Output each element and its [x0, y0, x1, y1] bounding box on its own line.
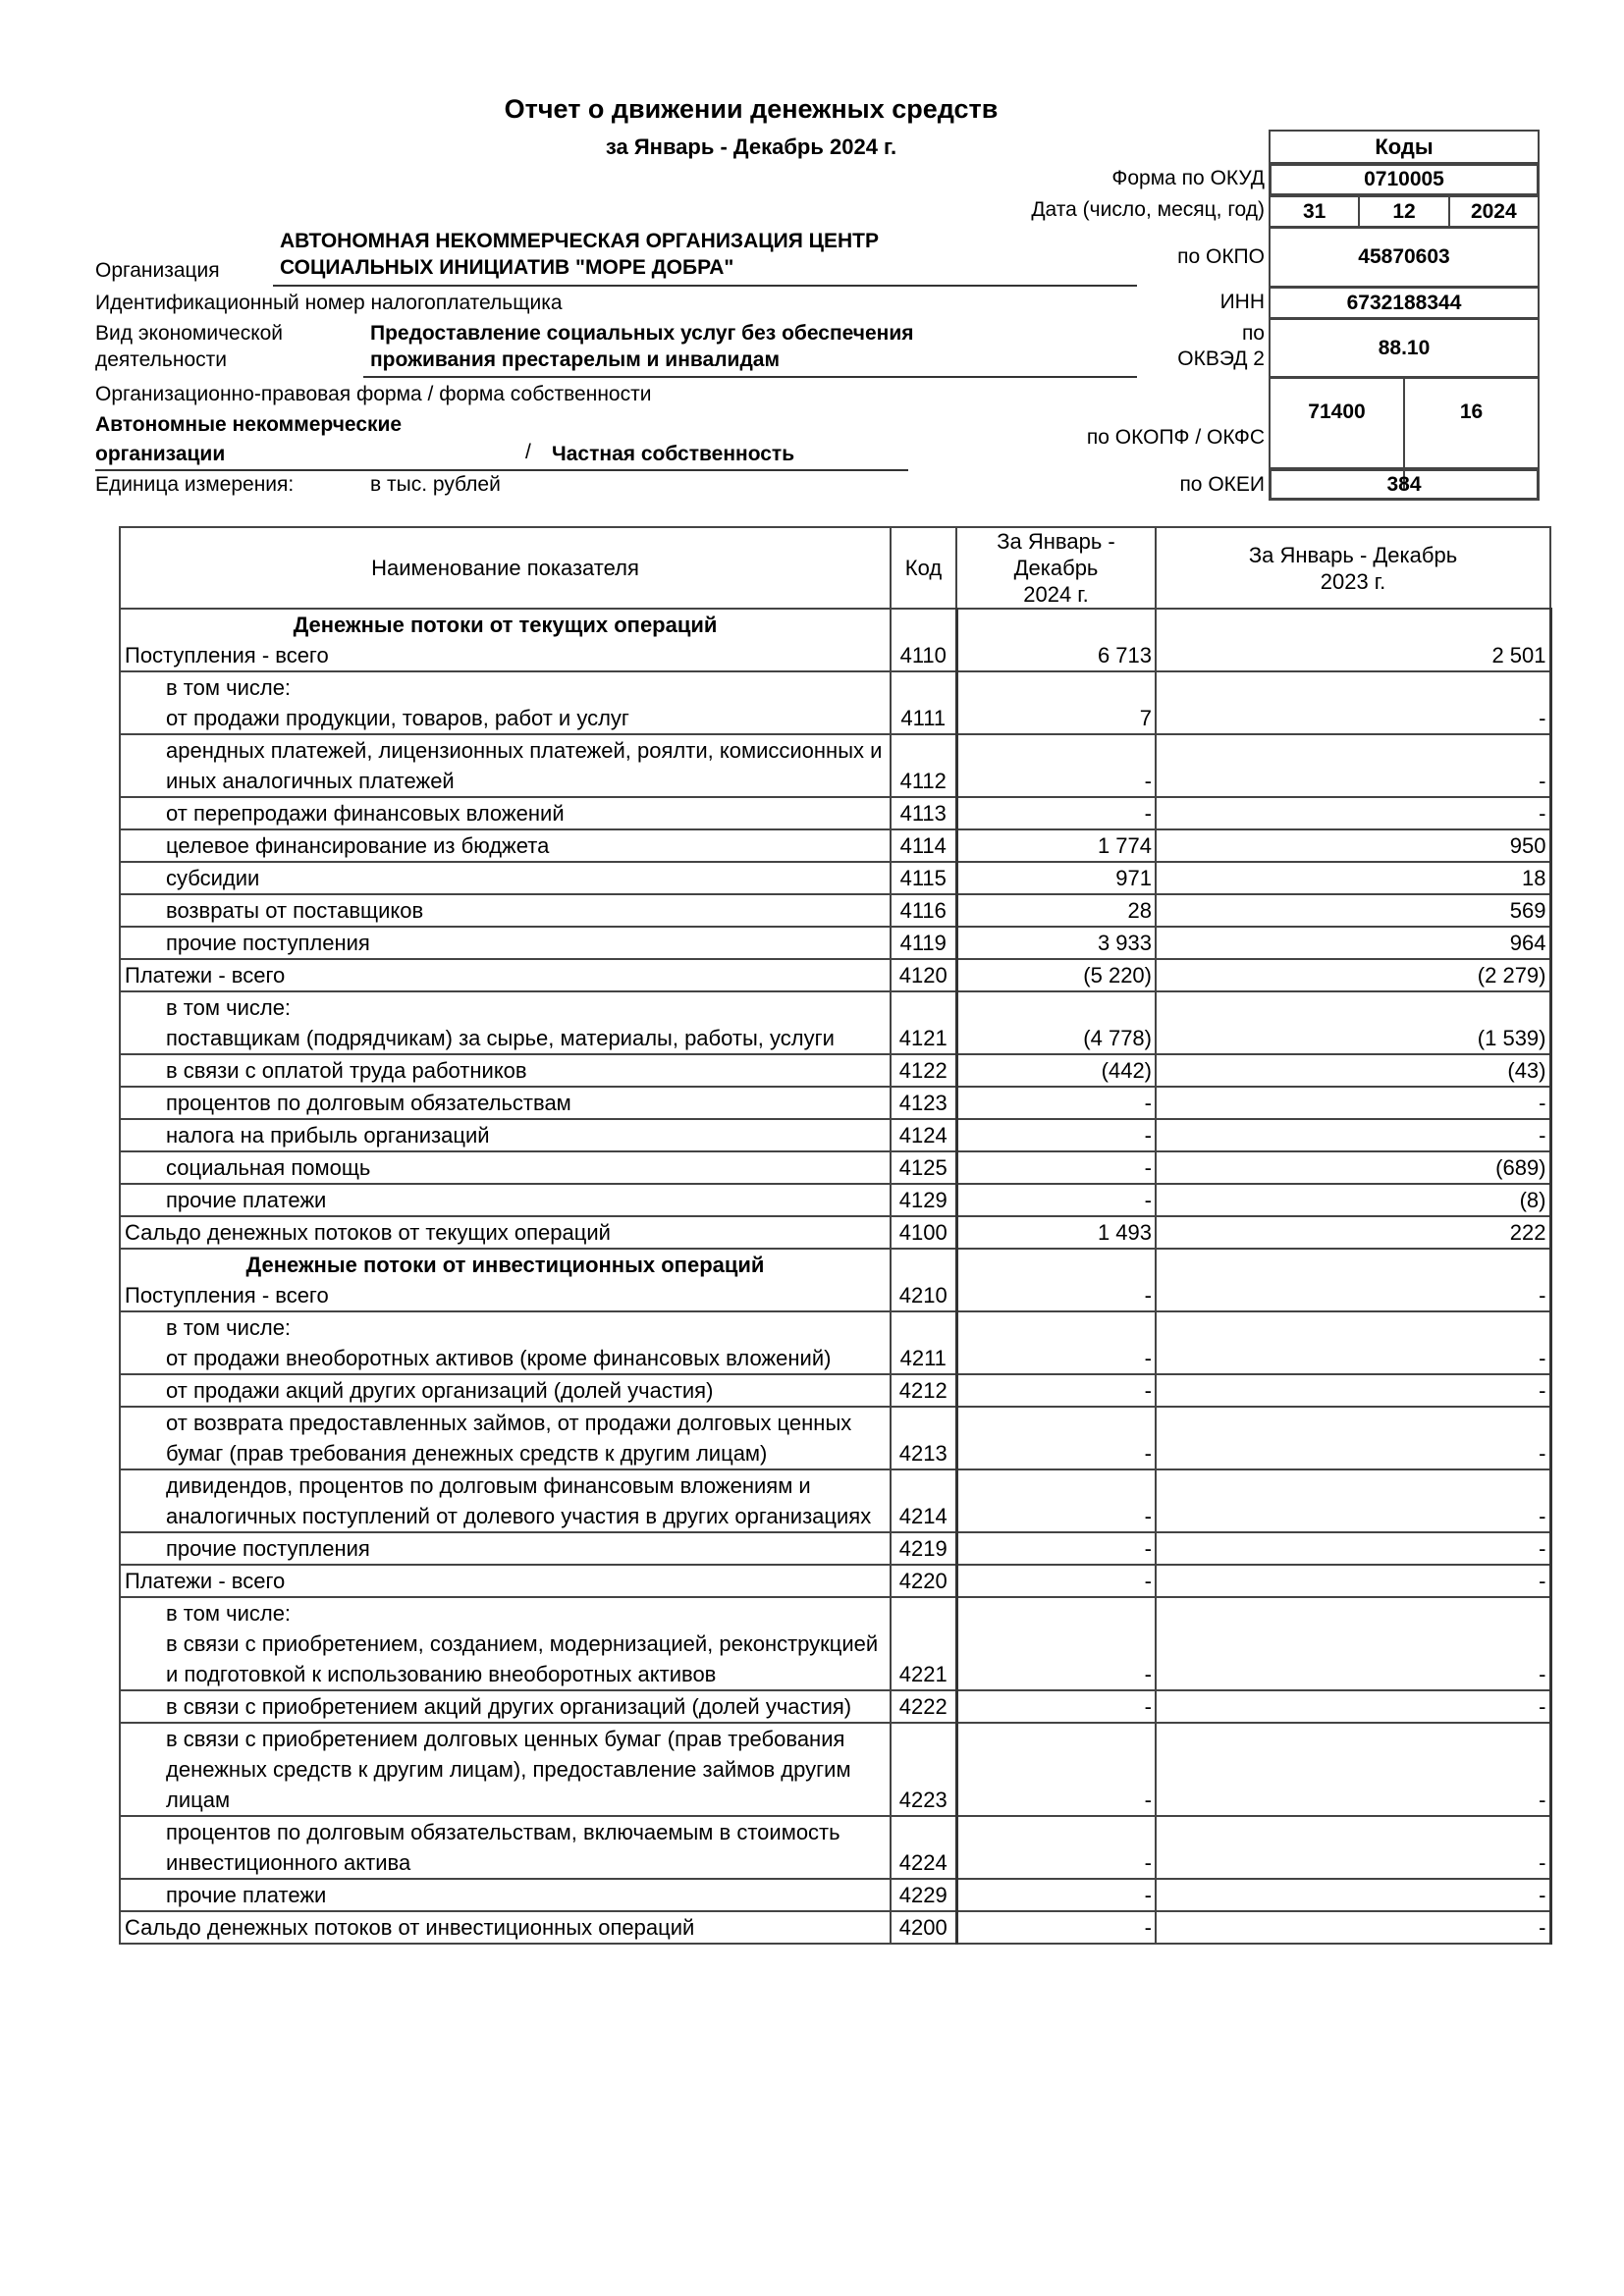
- table-row: [120, 1216, 1550, 1249]
- table-row: [120, 1879, 1550, 1911]
- row-name: [120, 1597, 891, 1690]
- row-value-2024: -: [956, 1151, 1156, 1184]
- header-name: Наименование показателя: [120, 527, 891, 609]
- table-row: [120, 991, 1550, 1054]
- row-value-2023: -: [1156, 1565, 1550, 1597]
- date-values: [1269, 195, 1540, 228]
- table-header-row: [120, 527, 1550, 609]
- row-value-2024: -: [956, 1879, 1156, 1911]
- row-code: 4120: [891, 959, 956, 991]
- row-label: от возврата предоставленных займов, от продажи долговых ценных бумаг (прав требования денежных средств к другим лицам): [166, 1411, 852, 1466]
- row-code: 4210: [891, 1249, 956, 1311]
- okfs-value: 16: [1403, 379, 1538, 489]
- taxpayer-id-label: Идентификационный номер налогоплательщика: [95, 292, 563, 314]
- unit-label: Единица измерения:: [95, 473, 295, 496]
- row-value-2024: 28: [956, 894, 1156, 927]
- row-label: прочие поступления: [166, 1536, 370, 1561]
- ownership-value: Частная собственность: [552, 443, 795, 465]
- inn-code-label: ИНН: [1219, 291, 1265, 313]
- row-value-2023: -: [1156, 1723, 1550, 1816]
- activity-value-1: Предоставление социальных услуг без обеспечения: [370, 322, 914, 345]
- row-name: [120, 1249, 891, 1311]
- date-day: 31: [1302, 199, 1326, 223]
- row-label: возвраты от поставщиков: [166, 898, 424, 923]
- table-row: [120, 1151, 1550, 1184]
- row-value-2024: 7: [956, 671, 1156, 734]
- activity-underline: [363, 376, 1137, 378]
- report-title: Отчет о движении денежных средств: [504, 94, 999, 124]
- row-name: [120, 671, 891, 734]
- row-value-2024: 3 933: [956, 927, 1156, 959]
- row-value-2024: -: [956, 1597, 1156, 1690]
- row-label: процентов по долговым обязательствам, включаемым в стоимость инвестиционного актива: [166, 1820, 840, 1875]
- row-value-2023: 2 501: [1156, 609, 1550, 671]
- row-value-2023: (2 279): [1156, 959, 1550, 991]
- header-code: Код: [891, 527, 956, 609]
- row-prefix: в том числе:: [166, 1601, 292, 1626]
- row-value-2024: 1 774: [956, 829, 1156, 862]
- row-code: 4100: [891, 1216, 956, 1249]
- table-row: [120, 1407, 1550, 1469]
- header-2023: [1156, 527, 1550, 609]
- row-name: [120, 1532, 891, 1565]
- row-value-2023: -: [1156, 1911, 1550, 1944]
- row-value-2024: (442): [956, 1054, 1156, 1087]
- activity-label-1: Вид экономической: [95, 322, 284, 345]
- row-value-2023: (43): [1156, 1054, 1550, 1087]
- legal-form-slash: /: [525, 441, 531, 463]
- cash-flow-table: [119, 526, 1552, 1945]
- table-row: [120, 1054, 1550, 1087]
- row-code: 4213: [891, 1407, 956, 1469]
- row-value-2024: -: [956, 1723, 1156, 1816]
- row-value-2023: -: [1156, 1690, 1550, 1723]
- header-2024-line2: 2024 г.: [1023, 582, 1089, 607]
- header-2024: [956, 527, 1156, 609]
- row-value-2023: 222: [1156, 1216, 1550, 1249]
- row-name: [120, 1216, 891, 1249]
- okpo-label: по ОКПО: [1177, 245, 1265, 268]
- org-label: Организация: [95, 259, 220, 282]
- row-name: [120, 1374, 891, 1407]
- okved-label-1: по: [1241, 322, 1265, 345]
- row-name: [120, 609, 891, 671]
- okved-label-2: ОКВЭД 2: [1177, 347, 1265, 370]
- row-value-2023: -: [1156, 734, 1550, 797]
- row-name: [120, 1690, 891, 1723]
- table-row: [120, 1532, 1550, 1565]
- row-value-2023: -: [1156, 671, 1550, 734]
- row-label: Поступления - всего: [125, 1283, 329, 1308]
- row-value-2024: -: [956, 1911, 1156, 1944]
- okud-value: 0710005: [1269, 163, 1540, 196]
- row-value-2024: -: [956, 1469, 1156, 1532]
- row-value-2023: -: [1156, 1374, 1550, 1407]
- row-label: субсидии: [166, 866, 260, 890]
- row-label: от перепродажи финансовых вложений: [166, 801, 565, 826]
- legal-form-line1: Автономные некоммерческие: [95, 413, 403, 436]
- row-name: [120, 927, 891, 959]
- table-row: [120, 734, 1550, 797]
- row-value-2023: -: [1156, 1469, 1550, 1532]
- row-value-2023: 18: [1156, 862, 1550, 894]
- row-name: [120, 894, 891, 927]
- legal-form-label: Организационно-правовая форма / форма собственности: [95, 383, 652, 405]
- row-code: 4229: [891, 1879, 956, 1911]
- row-prefix: в том числе:: [166, 675, 292, 700]
- row-code: 4121: [891, 991, 956, 1054]
- row-name: [120, 1311, 891, 1374]
- row-prefix: в том числе:: [166, 1315, 292, 1340]
- row-name: [120, 734, 891, 797]
- row-label: арендных платежей, лицензионных платежей, роялти, комиссионных и иных аналогичных платежей: [166, 738, 883, 793]
- row-value-2023: -: [1156, 1597, 1550, 1690]
- date-year: 2024: [1448, 197, 1538, 226]
- row-label: в связи с приобретением акций других организаций (долей участия): [166, 1694, 852, 1719]
- row-value-2024: 1 493: [956, 1216, 1156, 1249]
- org-name-line1: АВТОНОМНАЯ НЕКОММЕРЧЕСКАЯ ОРГАНИЗАЦИЯ ЦЕНТР: [280, 230, 879, 252]
- row-name: [120, 829, 891, 862]
- row-value-2024: -: [956, 1407, 1156, 1469]
- row-value-2023: -: [1156, 1407, 1550, 1469]
- row-code: 4123: [891, 1087, 956, 1119]
- row-value-2023: 964: [1156, 927, 1550, 959]
- row-code: 4211: [891, 1311, 956, 1374]
- header-2023-line2: 2023 г.: [1320, 568, 1386, 594]
- table-row: [120, 797, 1550, 829]
- row-code: 4223: [891, 1723, 956, 1816]
- row-code: 4116: [891, 894, 956, 927]
- row-value-2024: 6 713: [956, 609, 1156, 671]
- row-name: [120, 1469, 891, 1532]
- row-value-2024: -: [956, 1532, 1156, 1565]
- activity-value-2: проживания престарелым и инвалидам: [370, 348, 781, 371]
- row-code: 4115: [891, 862, 956, 894]
- row-code: 4122: [891, 1054, 956, 1087]
- row-value-2023: 950: [1156, 829, 1550, 862]
- row-value-2024: -: [956, 1184, 1156, 1216]
- section-title: Денежные потоки от текущих операций: [293, 613, 718, 637]
- row-label: в связи с приобретением, созданием, модернизацией, реконструкцией и подготовкой к использованию внеоборотных активов: [166, 1631, 879, 1686]
- table-row: [120, 1184, 1550, 1216]
- row-value-2024: -: [956, 1374, 1156, 1407]
- row-name: [120, 862, 891, 894]
- row-value-2023: -: [1156, 1879, 1550, 1911]
- table-row: [120, 862, 1550, 894]
- row-value-2024: -: [956, 1119, 1156, 1151]
- activity-label-2: деятельности: [95, 348, 227, 371]
- inn-value: 6732188344: [1269, 287, 1540, 319]
- row-label: от продажи акций других организаций (долей участия): [166, 1378, 714, 1403]
- row-label: от продажи внеоборотных активов (кроме финансовых вложений): [166, 1346, 832, 1370]
- okei-value: 384: [1269, 468, 1540, 501]
- codes-header: Коды: [1269, 130, 1540, 164]
- row-name: [120, 1087, 891, 1119]
- row-label: прочие платежи: [166, 1188, 327, 1212]
- table-body: [120, 609, 1550, 1944]
- row-code: 4222: [891, 1690, 956, 1723]
- legal-form-underline: [95, 469, 908, 471]
- row-value-2024: -: [956, 1816, 1156, 1879]
- okud-label: Форма по ОКУД: [1111, 167, 1265, 189]
- row-label: в связи с приобретением долговых ценных бумаг (прав требования денежных средств к другим лицам), предоставление займов другим лицам: [166, 1727, 851, 1812]
- date-month: 12: [1358, 197, 1447, 226]
- table-row: [120, 1119, 1550, 1151]
- row-value-2023: -: [1156, 797, 1550, 829]
- row-label: Платежи - всего: [125, 963, 286, 988]
- date-label: Дата (число, месяц, год): [1031, 198, 1265, 221]
- table-row: [120, 1816, 1550, 1879]
- row-code: 4119: [891, 927, 956, 959]
- row-code: 4129: [891, 1184, 956, 1216]
- row-prefix: в том числе:: [166, 995, 292, 1020]
- row-value-2023: -: [1156, 1119, 1550, 1151]
- row-code: 4111: [891, 671, 956, 734]
- row-name: [120, 959, 891, 991]
- table-row: [120, 1690, 1550, 1723]
- table-row: [120, 609, 1550, 671]
- row-code: 4113: [891, 797, 956, 829]
- row-label: Поступления - всего: [125, 643, 329, 667]
- row-value-2024: -: [956, 1249, 1156, 1311]
- row-code: 4110: [891, 609, 956, 671]
- row-code: 4114: [891, 829, 956, 862]
- table-row: [120, 1374, 1550, 1407]
- org-name-underline: [273, 285, 1137, 287]
- table-row: [120, 1311, 1550, 1374]
- row-value-2023: -: [1156, 1311, 1550, 1374]
- table-row: [120, 1469, 1550, 1532]
- okved-value: 88.10: [1269, 318, 1540, 378]
- table-row: [120, 1087, 1550, 1119]
- row-label: налога на прибыль организаций: [166, 1123, 490, 1148]
- unit-value: в тыс. рублей: [370, 473, 501, 496]
- row-name: [120, 797, 891, 829]
- row-code: 4224: [891, 1816, 956, 1879]
- table-row: [120, 829, 1550, 862]
- okopf-label: по ОКОПФ / ОКФС: [1086, 426, 1265, 449]
- row-value-2023: -: [1156, 1087, 1550, 1119]
- row-value-2024: (5 220): [956, 959, 1156, 991]
- row-value-2024: -: [956, 797, 1156, 829]
- header-2024-line1: За Январь - Декабрь: [997, 529, 1115, 580]
- okopf-okfs-values: [1269, 377, 1540, 469]
- row-name: [120, 1184, 891, 1216]
- row-value-2023: 569: [1156, 894, 1550, 927]
- row-code: 4125: [891, 1151, 956, 1184]
- row-label: прочие поступления: [166, 931, 370, 955]
- table-row: [120, 894, 1550, 927]
- row-value-2024: -: [956, 734, 1156, 797]
- table-row: [120, 1911, 1550, 1944]
- row-value-2024: (4 778): [956, 991, 1156, 1054]
- row-value-2024: 971: [956, 862, 1156, 894]
- row-code: 4124: [891, 1119, 956, 1151]
- header-2023-line1: За Январь - Декабрь: [1248, 542, 1458, 567]
- row-name: [120, 1911, 891, 1944]
- row-value-2023: (8): [1156, 1184, 1550, 1216]
- row-code: 4220: [891, 1565, 956, 1597]
- row-value-2024: -: [956, 1565, 1156, 1597]
- row-name: [120, 1054, 891, 1087]
- row-label: социальная помощь: [166, 1155, 371, 1180]
- section-title: Денежные потоки от инвестиционных операций: [245, 1253, 765, 1277]
- row-value-2024: -: [956, 1690, 1156, 1723]
- table-row: [120, 1597, 1550, 1690]
- row-code: 4112: [891, 734, 956, 797]
- row-label: целевое финансирование из бюджета: [166, 833, 550, 858]
- row-value-2023: (1 539): [1156, 991, 1550, 1054]
- row-value-2023: -: [1156, 1249, 1550, 1311]
- row-code: 4221: [891, 1597, 956, 1690]
- row-code: 4212: [891, 1374, 956, 1407]
- row-label: Сальдо денежных потоков от инвестиционных операций: [125, 1915, 695, 1940]
- report-period: за Январь - Декабрь 2024 г.: [605, 134, 897, 159]
- table-row: [120, 959, 1550, 991]
- okopf-value: 71400: [1308, 400, 1366, 423]
- row-name: [120, 1151, 891, 1184]
- okpo-value: 45870603: [1269, 227, 1540, 288]
- row-name: [120, 1879, 891, 1911]
- row-name: [120, 991, 891, 1054]
- row-label: процентов по долговым обязательствам: [166, 1091, 571, 1115]
- row-value-2023: (689): [1156, 1151, 1550, 1184]
- table-row: [120, 671, 1550, 734]
- row-value-2023: -: [1156, 1532, 1550, 1565]
- row-value-2024: -: [956, 1087, 1156, 1119]
- row-label: от продажи продукции, товаров, работ и услуг: [166, 706, 629, 730]
- row-label: в связи с оплатой труда работников: [166, 1058, 527, 1083]
- table-row: [120, 927, 1550, 959]
- row-label: Платежи - всего: [125, 1569, 286, 1593]
- row-code: 4219: [891, 1532, 956, 1565]
- legal-form-line2: организации: [95, 443, 226, 465]
- row-value-2024: -: [956, 1311, 1156, 1374]
- row-label: Сальдо денежных потоков от текущих операций: [125, 1220, 611, 1245]
- row-code: 4200: [891, 1911, 956, 1944]
- row-name: [120, 1723, 891, 1816]
- row-name: [120, 1407, 891, 1469]
- row-name: [120, 1565, 891, 1597]
- org-name-line2: СОЦИАЛЬНЫХ ИНИЦИАТИВ "МОРЕ ДОБРА": [280, 256, 734, 279]
- row-label: дивидендов, процентов по долговым финансовым вложениям и аналогичных поступлений от долевого участия в других организациях: [166, 1473, 872, 1528]
- table-row: [120, 1723, 1550, 1816]
- row-label: прочие платежи: [166, 1883, 327, 1907]
- row-label: поставщикам (подрядчикам) за сырье, материалы, работы, услуги: [166, 1026, 835, 1050]
- table-row: [120, 1249, 1550, 1311]
- row-name: [120, 1119, 891, 1151]
- row-name: [120, 1816, 891, 1879]
- table-row: [120, 1565, 1550, 1597]
- row-code: 4214: [891, 1469, 956, 1532]
- row-value-2023: -: [1156, 1816, 1550, 1879]
- okei-label: по ОКЕИ: [1179, 473, 1265, 496]
